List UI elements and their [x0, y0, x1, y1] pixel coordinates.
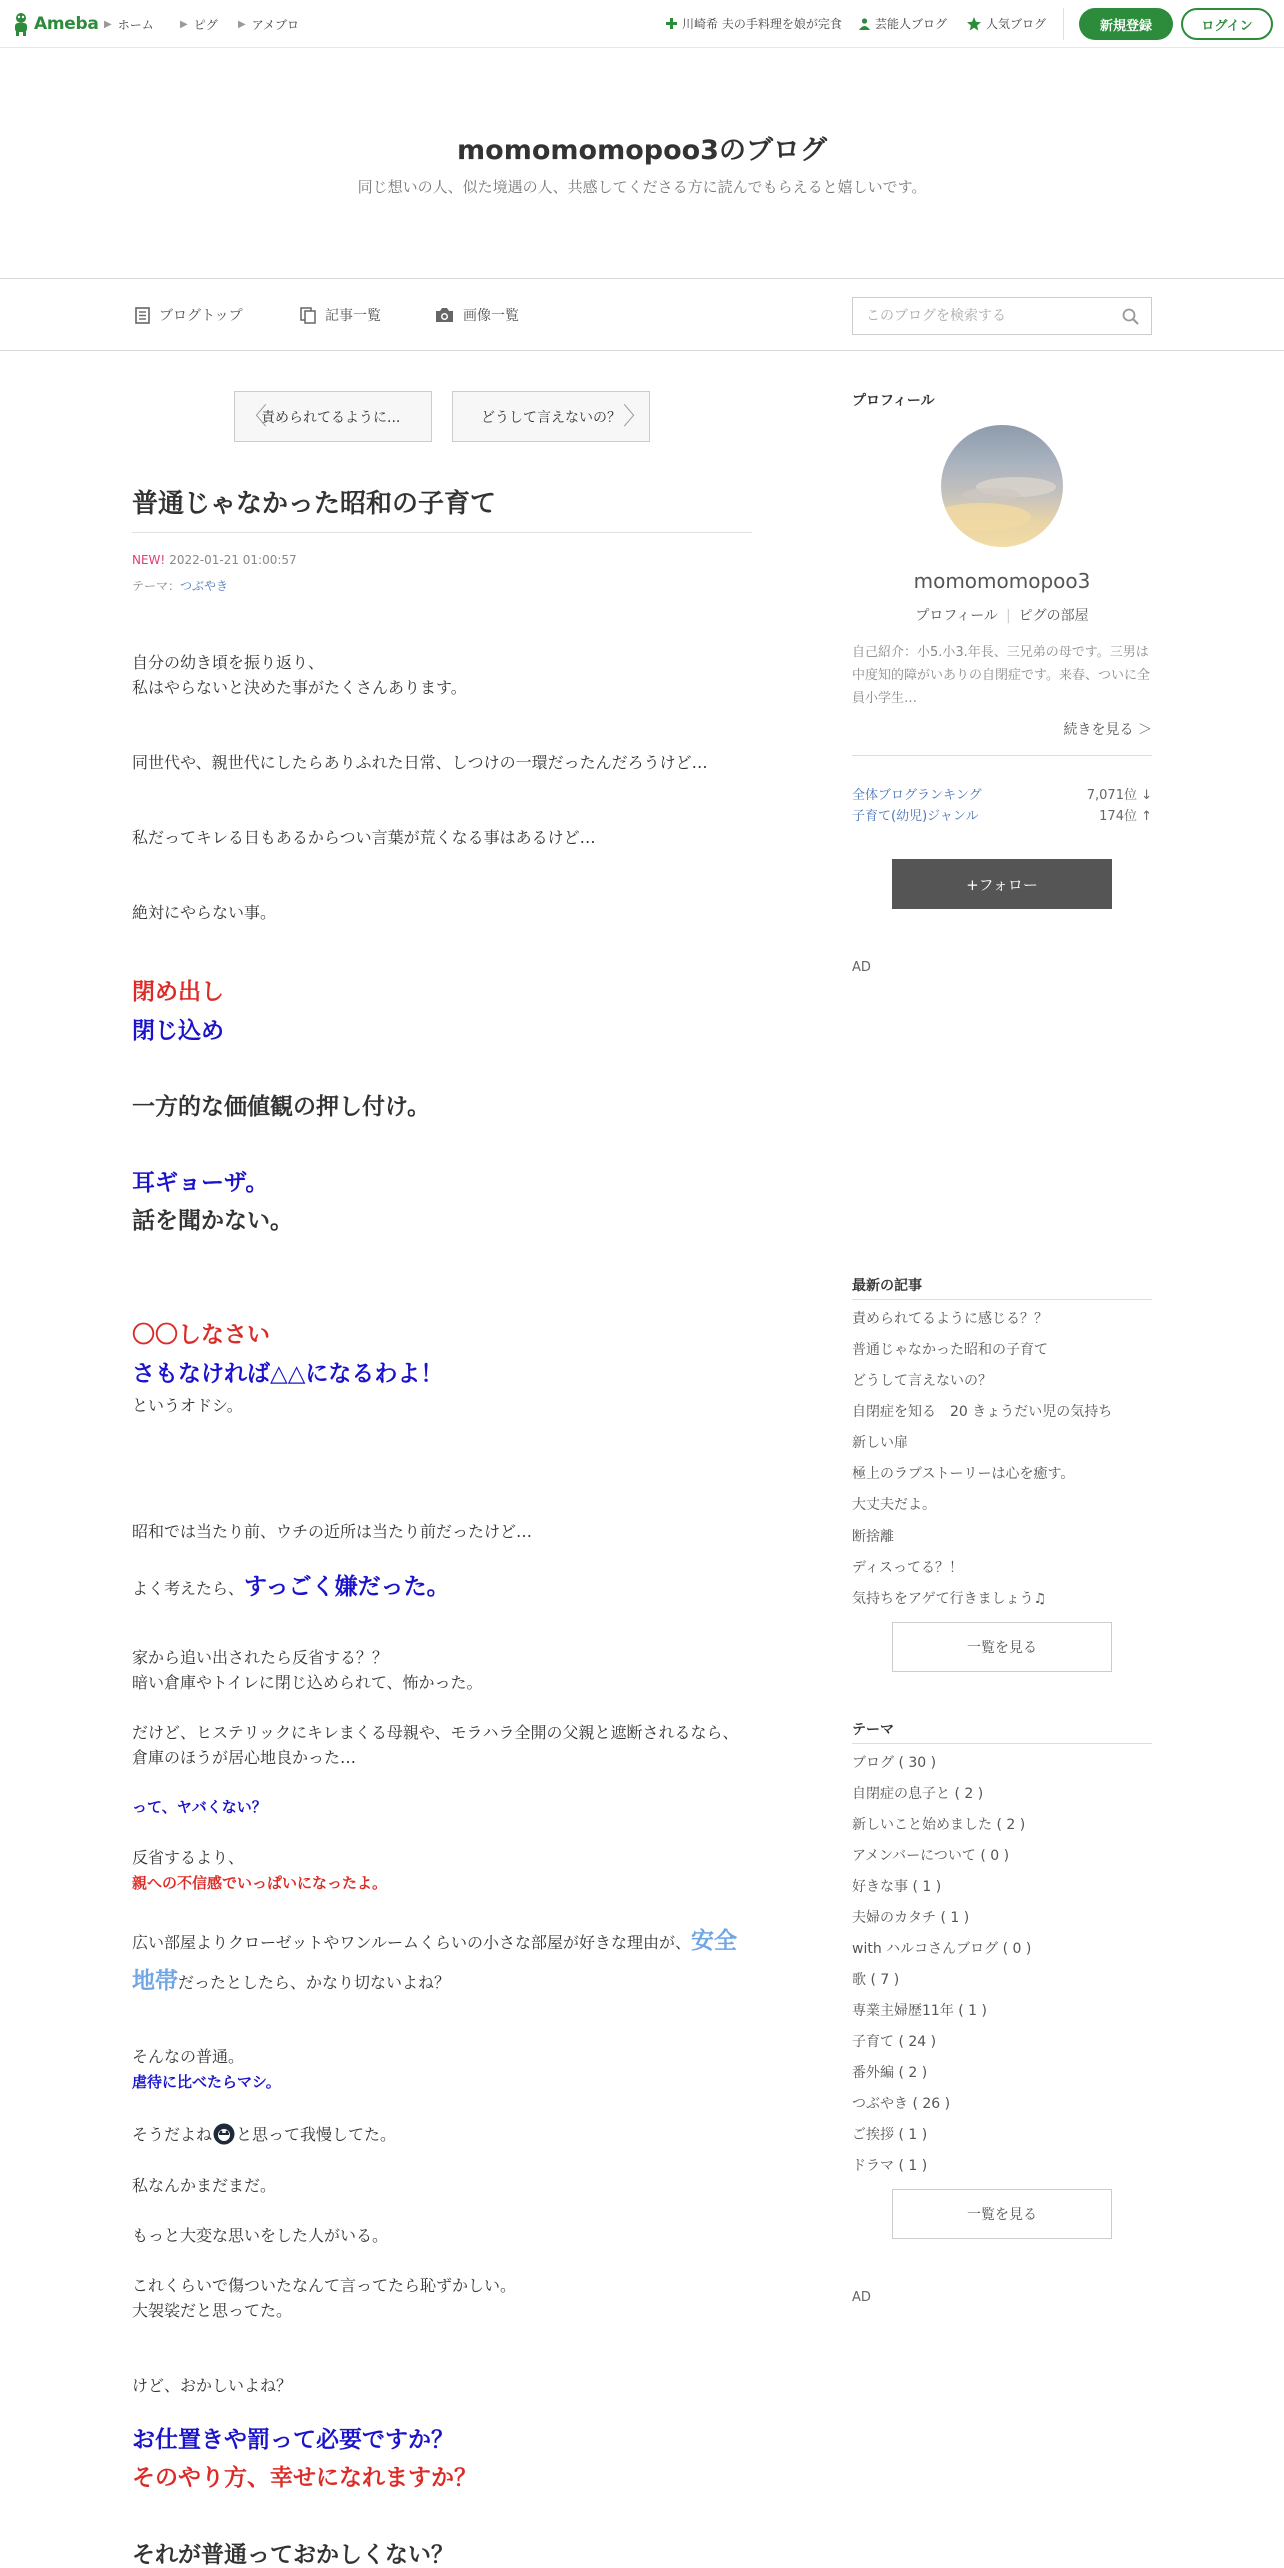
paragraph: 私だってキレる日もあるからつい言葉が荒くなる事はあるけど… [132, 828, 596, 847]
chevron-right-icon: 〉 [623, 402, 647, 430]
recent-entry-link[interactable]: 責められてるように感じる？？ [852, 1311, 1048, 1327]
emphasis-text: 耳ギョーザ。 [132, 1170, 269, 1196]
theme-list-item[interactable]: アメンバーについて ( 0 ) [852, 1848, 1010, 1864]
paragraph: そんなの普通。 虐待に比べたらマシ。 [132, 2047, 281, 2091]
gnav-pigg[interactable]: ▶ ピグ [180, 18, 218, 32]
avatar[interactable] [941, 425, 1063, 547]
document-icon [135, 307, 150, 324]
profile-heading: プロフィール [852, 393, 935, 409]
star-icon [967, 17, 981, 31]
emphasis-text: 閉め出し [132, 979, 224, 1005]
emoji-icon [213, 2123, 235, 2155]
paragraph: 同世代や、親世代にしたらありふれた日常、しつけの一環だったんだろうけど… [132, 753, 708, 772]
recent-entry-link[interactable]: ディスってる？！ [852, 1560, 964, 1576]
global-header [0, 0, 1284, 48]
paragraph: だけど、ヒステリックにキレまくる母親や、モラハラ全開の父親と遮断されるなら、 倉庫のほうが居心地良かった… [132, 1723, 739, 1767]
ranking-link[interactable]: 子育て(幼児)ジャンル [852, 809, 979, 824]
see-all-entries-button[interactable]: 一覧を見る [892, 1622, 1112, 1672]
entry-title[interactable]: 普通じゃなかった昭和の子育て [132, 489, 497, 519]
emphasis-text: 〇〇しなさい [132, 1322, 270, 1348]
pigg-room-link[interactable]: ピグの部屋 [1018, 608, 1089, 624]
theme-list-item[interactable]: ドラマ ( 1 ) [852, 2158, 928, 2174]
theme-list-item[interactable]: つぶやき ( 26 ) [852, 2096, 951, 2112]
theme-list-item[interactable]: 新しいこと始めました ( 2 ) [852, 1817, 1026, 1833]
chevron-right-icon: ▶ [238, 19, 246, 30]
divider [852, 755, 1152, 756]
emphasis-text: そのやり方、幸せになれますか？ [132, 2465, 477, 2491]
copy-icon [300, 307, 316, 324]
chevron-right-icon: ▶ [180, 19, 188, 30]
theme-list-item[interactable]: 好きな事 ( 1 ) [852, 1879, 942, 1895]
register-button[interactable]: 新規登録 [1079, 8, 1173, 40]
ad-label: AD [852, 2290, 871, 2305]
profile-link[interactable]: プロフィール [915, 608, 998, 624]
paragraph: 私なんかまだまだ。 [132, 2176, 277, 2195]
person-icon [859, 18, 870, 30]
theme-heading: テーマ [852, 1722, 894, 1738]
prev-entry-link[interactable]: 〈 責められてるように... [234, 391, 432, 442]
plus-icon [666, 18, 677, 29]
emphasis-text: さもなければ△△になるわよ！ [132, 1361, 444, 1387]
emphasis-text: お仕置きや罰って必要ですか？ [132, 2427, 454, 2453]
paragraph: 絶対にやらない事。 [132, 903, 277, 922]
menu-blog-top[interactable]: ブログトップ [135, 305, 243, 325]
logo-text: Ameba [34, 14, 99, 34]
read-more-link[interactable]: 続きを見る ＞ [1063, 722, 1152, 738]
blog-search [852, 297, 1152, 335]
recent-entry-link[interactable]: 新しい扉 [852, 1435, 908, 1451]
paragraph: 昭和では当たり前、ウチの近所は当たり前だったけど… [132, 1522, 533, 1541]
recent-entry-link[interactable]: 大丈夫だよ。 [852, 1497, 936, 1513]
theme-list-item[interactable]: 専業主婦歴11年 ( 1 ) [852, 2003, 987, 2019]
paragraph: 広い部屋よりクローゼットやワンルームくらいの小さな部屋が好きな理由が、安全 地帯だったとしたら、かなり切ないよね？ [132, 1928, 737, 1994]
search-icon[interactable] [1122, 308, 1139, 329]
recent-entry-link[interactable]: 自閉症を知る 20 きょうだい児の気持ち [852, 1404, 1113, 1420]
entry-theme: テーマ：つぶやき [132, 579, 229, 593]
recent-entries-heading: 最新の記事 [852, 1278, 922, 1294]
paragraph: これくらいで傷ついたなんて言ってたら恥ずかしい。 大袈裟だと思ってた。 [132, 2276, 517, 2320]
theme-list-item[interactable]: 歌 ( 7 ) [852, 1972, 900, 1988]
paragraph: よく考えたら、すっごく嫌だった。 [132, 1574, 450, 1600]
menu-entry-list[interactable]: 記事一覧 [300, 305, 381, 325]
blog-description: 同じ想いの人、似た境遇の人、共感してくださる方に読んでもらえると嬉しいです。 [357, 178, 927, 196]
celebrity-blog-link[interactable]: 芸能人ブログ [859, 15, 947, 32]
entry-date: NEW! 2022-01-21 01:00:57 [132, 553, 297, 567]
theme-list-item[interactable]: ブログ ( 30 ) [852, 1755, 937, 1771]
ranking-row: 全体ブログランキング 7,071位 ↓ [852, 784, 1152, 803]
login-button[interactable]: ログイン [1181, 8, 1273, 40]
profile-links: プロフィール | ピグの部屋 [915, 608, 1089, 624]
recent-entry-link[interactable]: 気持ちをアゲて行きましょう♫ [852, 1591, 1047, 1607]
ad-label: AD [852, 960, 871, 975]
recent-entry-link[interactable]: 極上のラブストーリーは心を癒す。 [852, 1466, 1075, 1482]
see-all-themes-button[interactable]: 一覧を見る [892, 2189, 1112, 2239]
theme-list-item[interactable]: 番外編 ( 2 ) [852, 2065, 928, 2081]
camera-icon [435, 307, 454, 323]
menu-image-list[interactable]: 画像一覧 [435, 305, 519, 325]
theme-list-item[interactable]: 自閉症の息子と ( 2 ) [852, 1786, 984, 1802]
recent-entry-link[interactable]: どうして言えないの？ [852, 1373, 992, 1389]
chevron-right-icon: ▶ [104, 19, 112, 30]
emphasis-text: 閉じ込め [132, 1018, 224, 1044]
gnav-home[interactable]: ▶ ホーム [104, 18, 154, 32]
theme-link[interactable]: つぶやき [180, 579, 229, 593]
ameba-logo[interactable] [12, 12, 99, 36]
paragraph: 反省するより、 親への不信感でいっぱいになったよ。 [132, 1848, 388, 1892]
theme-list-item[interactable]: 子育て ( 24 ) [852, 2034, 937, 2050]
profile-intro: 自己紹介：小5.小3.年長、三兄弟の母です。三男は中度知的障がいありの自閉症です。来春、ついに全員小学生… [852, 645, 1150, 706]
new-badge: NEW! [132, 553, 166, 567]
emphasis-text: それが普通っておかしくない？ [132, 2542, 454, 2568]
emphasis-text: って、ヤバくない？ [132, 1798, 267, 1816]
blog-title[interactable]: momomomopoo3のブログ [457, 135, 827, 166]
paragraph: けど、おかしいよね？ [132, 2376, 293, 2395]
emphasis-text: 一方的な価値観の押し付け。 [132, 1094, 431, 1120]
next-entry-link[interactable]: どうして言えないの？ 〉 [452, 391, 650, 442]
recent-entry-link[interactable]: 断捨離 [852, 1529, 894, 1545]
emphasis-text: 話を聞かない。 [132, 1208, 293, 1234]
paragraph: 自分の幼き頃を振り返り、 私はやらないと決めた事がたくさんあります。 [132, 653, 467, 697]
popular-blog-link[interactable]: 人気ブログ [967, 15, 1046, 32]
topic-link[interactable]: 川崎希 夫の手料理を娘が完食 [666, 15, 842, 32]
theme-list-item[interactable]: with ハルコさんブログ ( 0 ) [852, 1941, 1032, 1957]
chevron-left-icon: 〈 [243, 402, 267, 430]
theme-list-item[interactable]: 夫婦のカタチ ( 1 ) [852, 1910, 970, 1926]
recent-entry-link[interactable]: 普通じゃなかった昭和の子育て [852, 1342, 1048, 1358]
theme-list-item[interactable]: ご挨拶 ( 1 ) [852, 2127, 928, 2143]
paragraph: というオドシ。 [132, 1396, 243, 1415]
ameba-mascot-icon [12, 12, 30, 36]
paragraph: 家から追い出されたら反省する？？ 暗い倉庫やトイレに閉じ込められて、怖かった。 [132, 1648, 483, 1692]
divider [132, 532, 752, 533]
profile-name[interactable]: momomomopoo3 [913, 569, 1091, 593]
divider [1063, 8, 1064, 40]
ranking-link[interactable]: 全体ブログランキング [852, 788, 982, 803]
search-input[interactable] [854, 299, 1104, 333]
blog-menu [0, 278, 1284, 351]
paragraph: そうだよね と思って我慢してた。 [132, 2120, 396, 2155]
gnav-ameblo[interactable]: ▶ アメブロ [238, 18, 299, 32]
paragraph: もっと大変な思いをした人がいる。 [132, 2226, 389, 2245]
divider [852, 1743, 1152, 1744]
ranking-row: 子育て(幼児)ジャンル 174位 ↑ [852, 805, 1152, 824]
divider [852, 1299, 1152, 1300]
follow-button[interactable]: +フォロー [892, 859, 1112, 909]
